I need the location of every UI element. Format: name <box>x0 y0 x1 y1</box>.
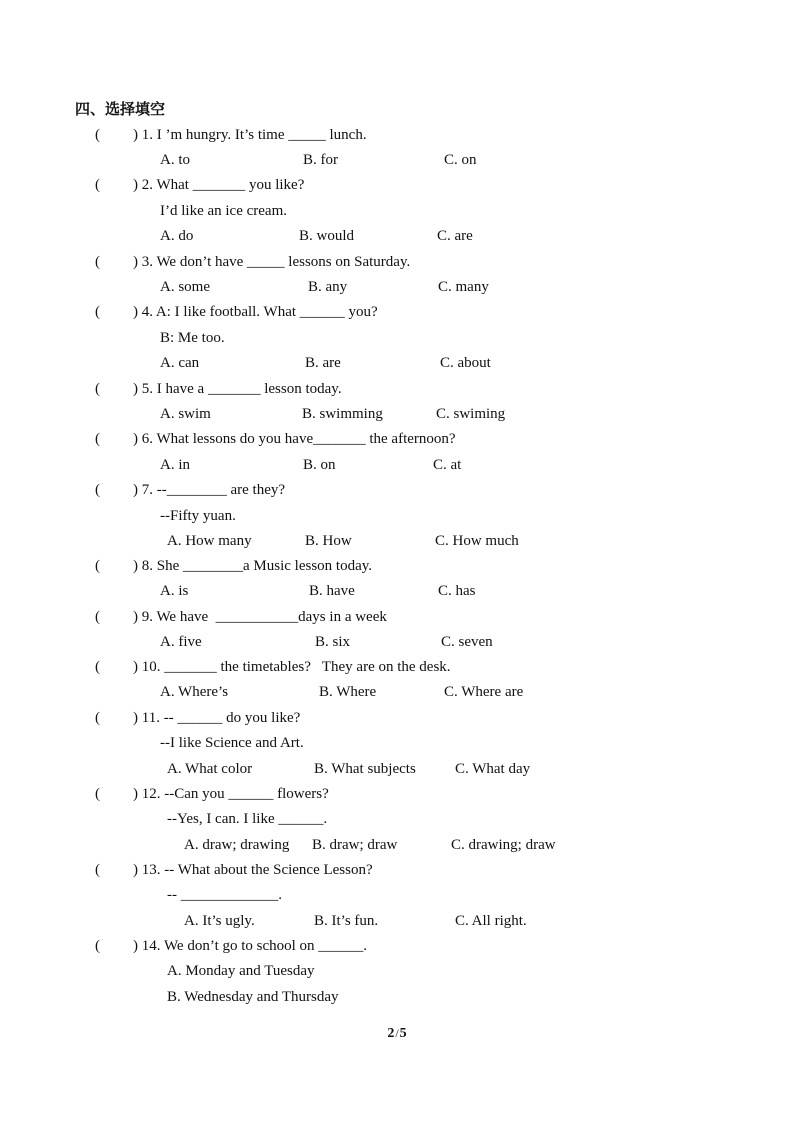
question-dialogue: --Fifty yuan. <box>160 508 236 524</box>
answer-paren: ( <box>95 482 100 498</box>
question-stem: ) 5. I have a _______ lesson today. <box>133 381 342 397</box>
option-b: B. for <box>303 152 338 168</box>
option-c: C. on <box>444 152 477 168</box>
option-a: A. Monday and Tuesday <box>167 963 315 979</box>
question-stem: ) 8. She ________a Music lesson today. <box>133 558 373 574</box>
option-a: A. Where’s <box>160 684 229 700</box>
answer-paren: ( <box>95 786 100 802</box>
question-stem: ) 10. _______ the timetables? They are on the desk. <box>133 659 451 675</box>
option-b: B. have <box>309 583 355 599</box>
option-b: B. How <box>305 533 352 549</box>
option-b: B. It’s fun. <box>314 913 379 929</box>
option-a: A. swim <box>160 406 211 422</box>
option-b: B. Wednesday and Thursday <box>167 989 339 1005</box>
option-b: B. six <box>315 634 351 650</box>
question-dialogue: I’d like an ice cream. <box>160 203 288 219</box>
answer-paren: ( <box>95 127 100 143</box>
answer-paren: ( <box>95 938 100 954</box>
option-b: B. Where <box>319 684 377 700</box>
option-a: A. do <box>160 228 194 244</box>
option-a: A. some <box>160 279 210 295</box>
answer-paren: ( <box>95 659 100 675</box>
question-dialogue: -- _____________. <box>167 887 282 903</box>
question-stem: ) 3. We don’t have _____ lessons on Saturday. <box>133 254 411 270</box>
option-b: B. would <box>299 228 355 244</box>
answer-paren: ( <box>95 177 100 193</box>
answer-paren: ( <box>95 558 100 574</box>
option-a: A. What color <box>167 761 253 777</box>
option-c: C. What day <box>455 761 531 777</box>
option-a: A. to <box>160 152 190 168</box>
question-dialogue: --I like Science and Art. <box>160 735 304 751</box>
section-title: 四、选择填空 <box>75 100 166 118</box>
option-a: A. It’s ugly. <box>184 913 255 929</box>
option-c: C. How much <box>435 533 519 549</box>
question-stem: ) 7. --________ are they? <box>133 482 286 498</box>
option-a: A. can <box>160 355 200 371</box>
option-c: C. at <box>433 457 462 473</box>
question-dialogue: B: Me too. <box>160 330 225 346</box>
option-c: C. All right. <box>455 913 527 929</box>
option-a: A. How many <box>167 533 252 549</box>
option-b: B. draw; draw <box>312 837 398 853</box>
page-total: 5 <box>399 1026 407 1041</box>
question-stem: ) 14. We don’t go to school on ______. <box>133 938 368 954</box>
question-stem: ) 1. I ’m hungry. It’s time _____ lunch. <box>133 127 367 143</box>
answer-paren: ( <box>95 431 100 447</box>
answer-paren: ( <box>95 254 100 270</box>
option-c: C. seven <box>441 634 493 650</box>
option-b: B. What subjects <box>314 761 416 777</box>
page-current: 2 <box>387 1026 395 1041</box>
option-a: A. five <box>160 634 202 650</box>
option-b: B. any <box>308 279 348 295</box>
question-stem: ) 6. What lessons do you have_______ the afternoon? <box>133 431 456 447</box>
option-b: B. are <box>305 355 341 371</box>
question-stem: ) 2. What _______ you like? <box>133 177 305 193</box>
option-c: C. drawing; draw <box>451 837 556 853</box>
option-b: B. on <box>303 457 336 473</box>
page-number <box>0 1026 794 1042</box>
answer-paren: ( <box>95 304 100 320</box>
option-c: C. has <box>438 583 476 599</box>
option-b: B. swimming <box>302 406 383 422</box>
option-c: C. many <box>438 279 489 295</box>
option-c: C. about <box>440 355 491 371</box>
page-separator: / <box>395 1026 399 1040</box>
question-dialogue: --Yes, I can. I like ______. <box>167 811 328 827</box>
question-stem: ) 9. We have ___________days in a week <box>133 609 387 625</box>
question-stem: ) 13. -- What about the Science Lesson? <box>133 862 373 878</box>
question-stem: ) 12. --Can you ______ flowers? <box>133 786 329 802</box>
question-stem: ) 11. -- ______ do you like? <box>133 710 301 726</box>
option-a: A. in <box>160 457 190 473</box>
answer-paren: ( <box>95 381 100 397</box>
answer-paren: ( <box>95 862 100 878</box>
option-a: A. is <box>160 583 189 599</box>
answer-paren: ( <box>95 710 100 726</box>
option-c: C. swiming <box>436 406 506 422</box>
question-stem: ) 4. A: I like football. What ______ you? <box>133 304 378 320</box>
option-c: C. Where are <box>444 684 524 700</box>
option-c: C. are <box>437 228 473 244</box>
answer-paren: ( <box>95 609 100 625</box>
option-a: A. draw; drawing <box>184 837 290 853</box>
